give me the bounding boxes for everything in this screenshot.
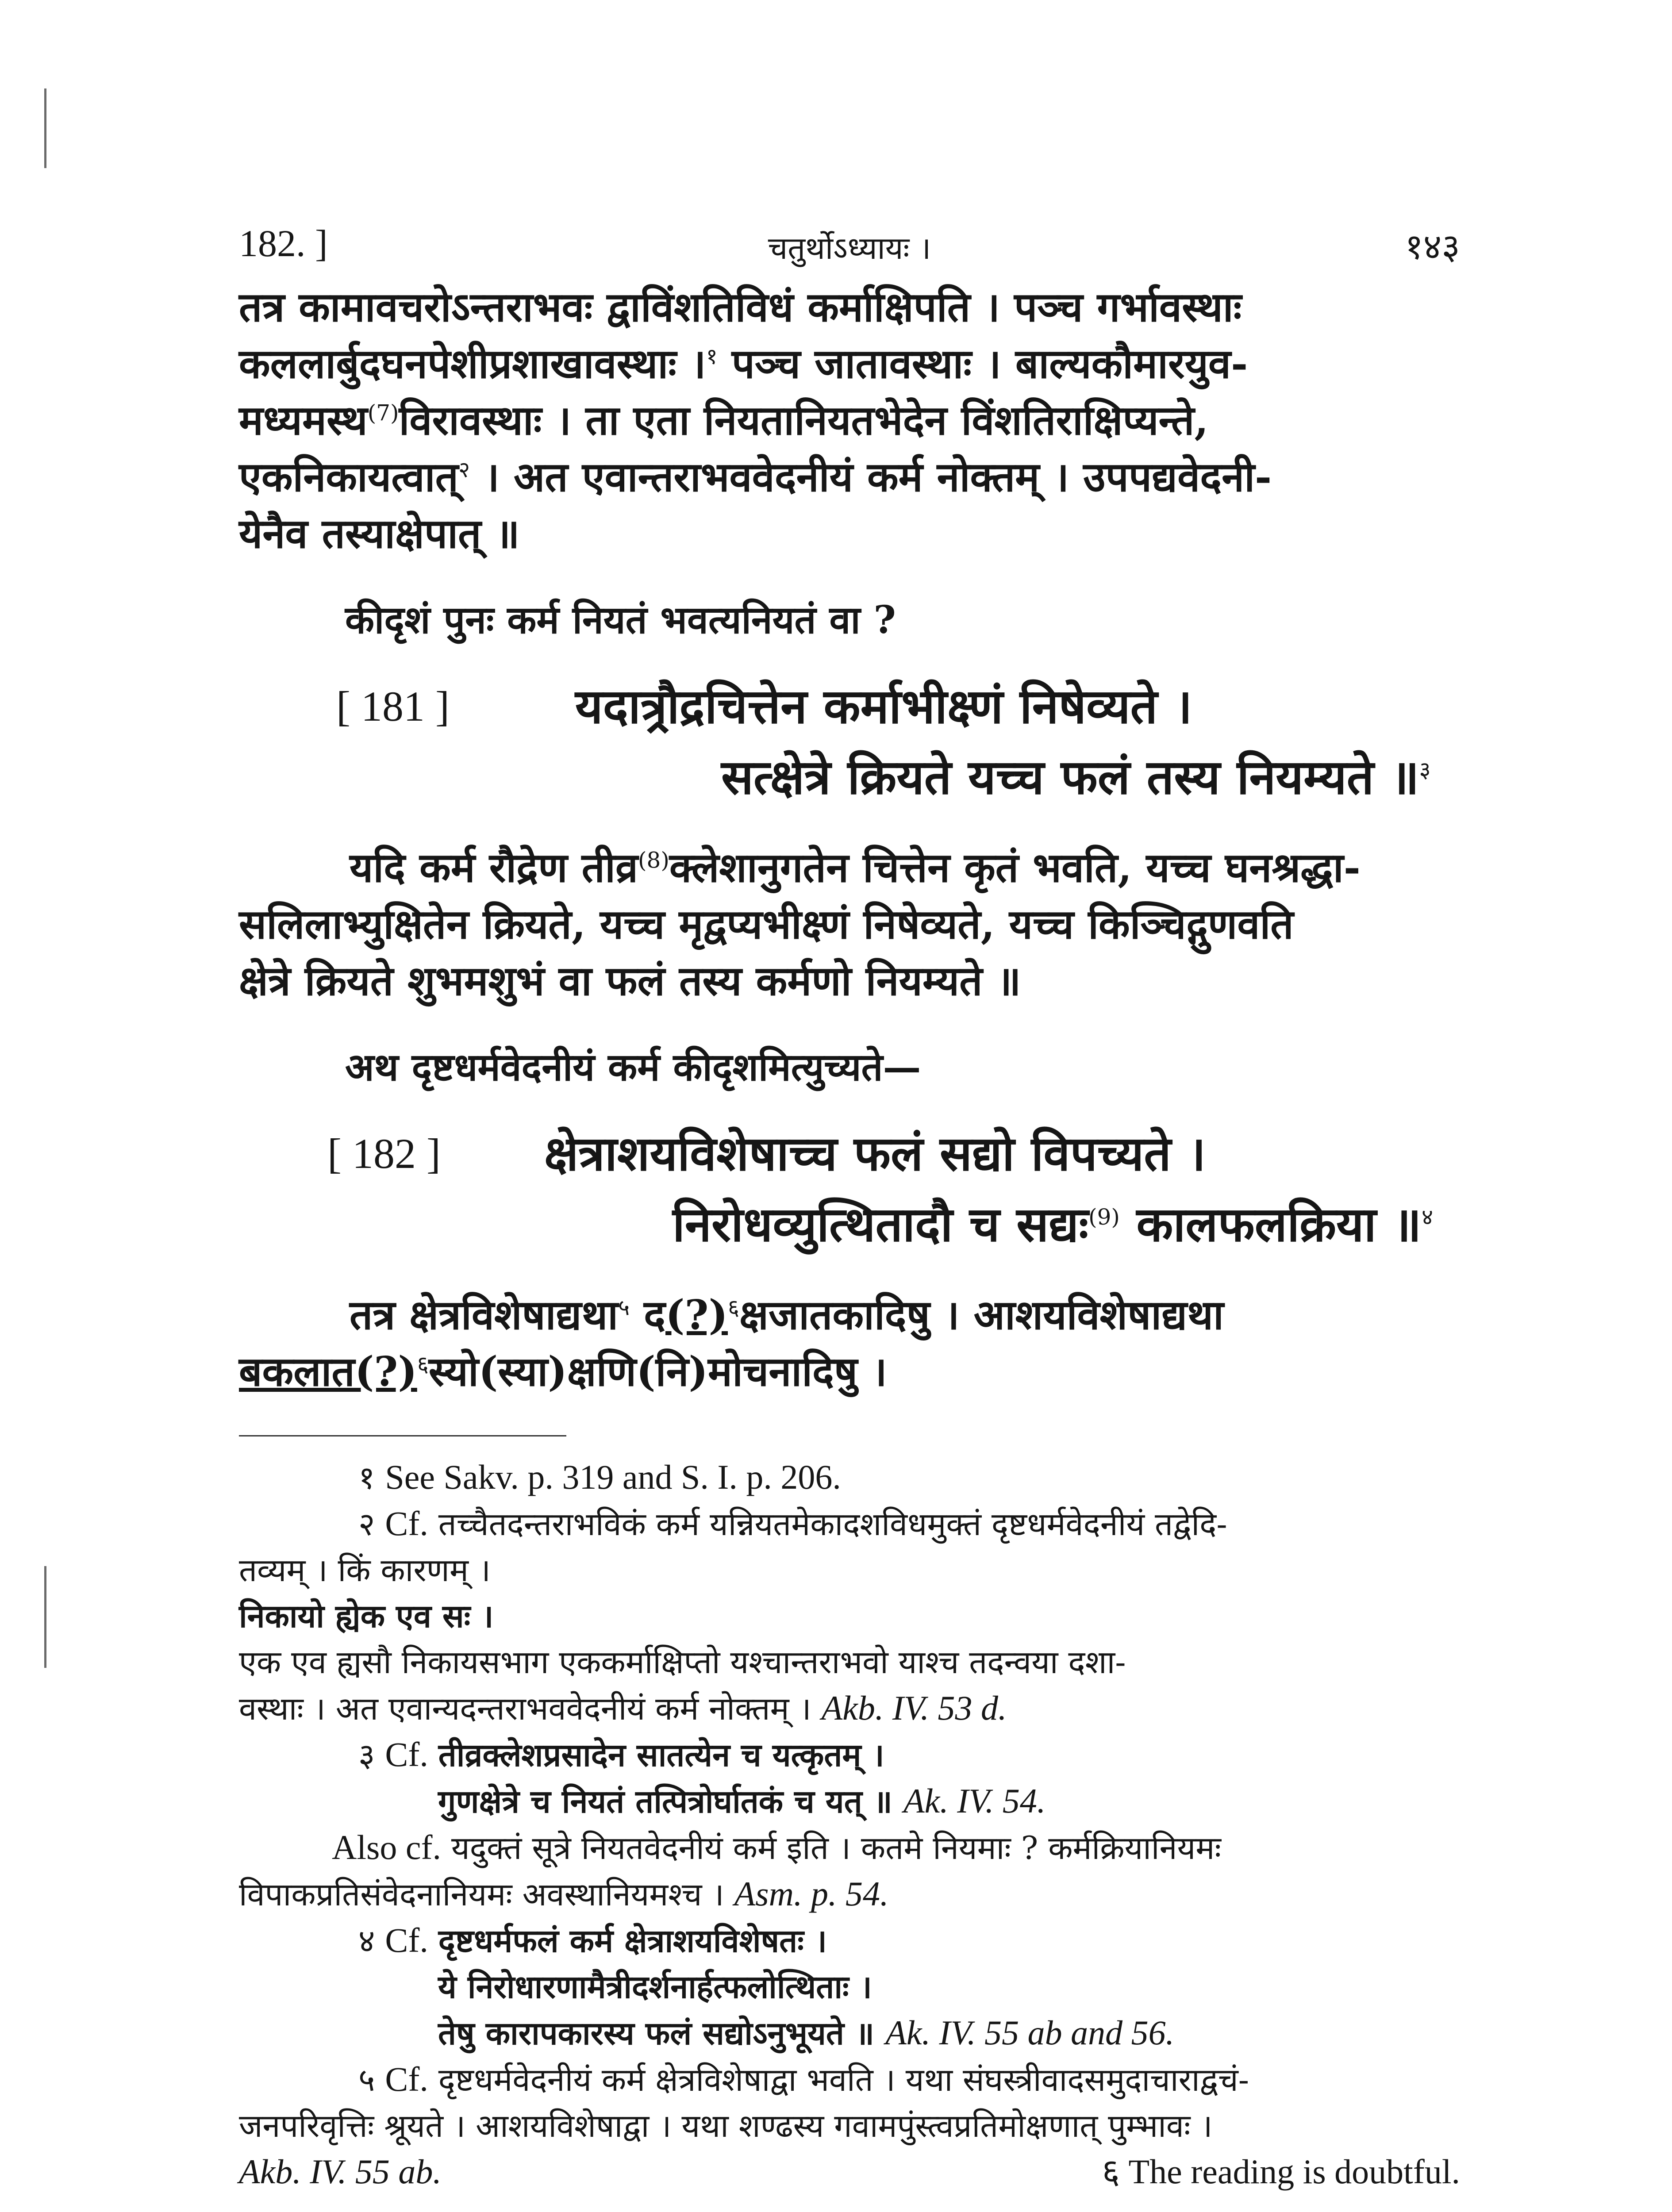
intro-paragraph bbox=[239, 279, 1460, 562]
commentary-line: यदि कर्म रौद्रेण तीव्र$^{(8)}$क्लेशानुगतेन चित्तेन कृतं भवति, यच्च घनश्रद्धा- bbox=[350, 844, 1361, 891]
question-1: कीदृशं पुनः कर्म नियतं भवत्यनियतं वा ? bbox=[345, 598, 896, 642]
footnote-2-line: निकायो ह्येक एव सः । bbox=[239, 1597, 494, 1635]
question-2: अथ दृष्टधर्मवेदनीयं कर्म कीदृशमित्युच्यते— bbox=[345, 1045, 921, 1090]
footnote-6: ६ The reading is doubtful. bbox=[1102, 2152, 1460, 2191]
intro-line: तत्र कामावचरोऽन्तराभवः द्वाविंशतिविधं कर्माक्षिपति । पञ्च गर्भावस्थाः bbox=[239, 283, 1242, 331]
verse-181 bbox=[239, 671, 1460, 813]
footnote-4: ४ Cf. दृष्टधर्मफलं कर्म क्षेत्राशयविशेषतः । bbox=[358, 1921, 827, 1959]
verse-line: क्षेत्राशयविशेषाच्च फलं सद्यो विपच्यते । bbox=[544, 1126, 1206, 1182]
footnote-5-line: जनपरिवृत्तिः श्रूयते । आशयविशेषाद्वा । यथा शण्ढस्य गवामपुंस्त्वप्रतिमोक्षणात् पुम्भावः । bbox=[239, 2107, 1213, 2144]
header-section-number: 182. ] bbox=[239, 222, 328, 265]
footnote-ref: ४ bbox=[1421, 1204, 1433, 1230]
footnote-4-line: ये निरोधारणामैत्रीदर्शनार्हत्फलोत्थिताः । bbox=[438, 1968, 872, 2005]
footnote-ref: ५ bbox=[618, 1294, 630, 1321]
footnote-ref: (7) bbox=[367, 400, 399, 426]
footnote-3-line: गुणक्षेत्रे च नियतं तत्पित्रोर्घातकं च यत् ॥ Ak. IV. 54. bbox=[438, 1782, 1046, 1820]
footnote-5-line: Akb. IV. 55 ab. ६ The reading is doubtful. bbox=[239, 2149, 1460, 2195]
footnote-ref: (8) bbox=[638, 847, 669, 873]
commentary-line: सलिलाभ्युक्षितेन क्रियते, यच्च मृद्वप्यभीक्ष्णं निषेव्यते, यच्च किञ्चिद्गुणवति bbox=[239, 900, 1294, 948]
footnote-1: १ See Sakv. p. 319 and S. I. p. 206. bbox=[358, 1458, 841, 1496]
verse-number: [ 182 ] bbox=[327, 1130, 441, 1177]
verse-line: निरोधव्युत्थितादौ च सद्यः$^{(9)}$ कालफलक्रिया ॥$^४$ bbox=[673, 1197, 1433, 1252]
page bbox=[239, 212, 1460, 2195]
intro-line: कललार्बुदघनपेशीप्रशाखावस्थाः ।$^१$ पञ्च जातावस्थाः । बाल्यकौमारयुव- bbox=[239, 340, 1248, 388]
commentary-181 bbox=[239, 839, 1460, 1009]
header-chapter-title: चतुर्थोऽध्यायः । bbox=[768, 230, 931, 266]
commentary-182 bbox=[239, 1286, 1460, 1400]
footnote-ref: (9) bbox=[1088, 1204, 1120, 1230]
verse-line: यदात्र्रौद्रचित्तेन कर्माभीक्ष्णं निषेव्यते । bbox=[575, 679, 1192, 734]
commentary-line: क्षेत्रे क्रियते शुभमशुभं वा फलं तस्य कर्मणो नियम्यते ॥ bbox=[239, 957, 1021, 1005]
footnote-2-line: वस्थाः । अत एवान्यदन्तराभववेदनीयं कर्म नोक्तम् । Akb. IV. 53 d. bbox=[239, 1689, 1007, 1727]
intro-line: मध्यमस्थ$^{(7)}$विरावस्थाः । ता एता नियतानियतभेदेन विंशतिराक्षिप्यन्ते, bbox=[239, 396, 1209, 444]
footnote-2-line: एक एव ह्यसौ निकायसभाग एककर्माक्षिप्तो यश्चान्तराभवो याश्च तदन्वया दशा- bbox=[239, 1644, 1126, 1681]
commentary-line: तत्र क्षेत्रविशेषाद्यथा$^५$ द(?)$^६$क्षजातकादिषु । आशयविशेषाद्यथा bbox=[350, 1291, 1224, 1339]
footnote-4-line: तेषु कारापकारस्य फलं सद्योऽनुभूयते ॥ Ak. IV. 55 ab and 56. bbox=[438, 2013, 1175, 2052]
intro-line: एकनिकायत्वात्$^२$ । अत एवान्तराभववेदनीयं कर्म नोक्तम् । उपपद्यवेदनी- bbox=[239, 453, 1272, 501]
footnote-3-line: विपाकप्रतिसंवेदनानियमः अवस्थानियमश्च । Asm. p. 54. bbox=[239, 1874, 889, 1913]
footnote-ref: १ bbox=[706, 343, 718, 369]
footnote-ref: ३ bbox=[1419, 757, 1431, 783]
commentary-line: बकलात(?)$^६$स्यो(स्या)क्षणि(नि)मोचनादिषु । bbox=[239, 1348, 887, 1395]
header-page-number: १४३ bbox=[1405, 226, 1460, 267]
verse-number: [ 181 ] bbox=[336, 683, 450, 730]
footnote-ref: ६ bbox=[417, 1351, 429, 1377]
footnote-divider bbox=[239, 1435, 566, 1436]
running-header bbox=[239, 212, 1460, 274]
intro-line: येनैव तस्याक्षेपात् ॥ bbox=[239, 510, 520, 557]
footnote-3-line: Also cf. यदुक्तं सूत्रे नियतवेदनीयं कर्म इति । कतमे नियमाः ? कर्मक्रियानियमः bbox=[332, 1828, 1221, 1866]
margin-mark-middle bbox=[44, 1566, 46, 1668]
footnote-2-line: तव्यम् । किं कारणम् । bbox=[239, 1551, 491, 1589]
footnotes bbox=[239, 1454, 1460, 2195]
margin-mark-top bbox=[44, 88, 46, 168]
verse-line: सत्क्षेत्रे क्रियते यच्च फलं तस्य नियम्यते ॥$^३$ bbox=[721, 749, 1431, 805]
footnote-ref: २ bbox=[458, 457, 470, 483]
footnote-ref: ६ bbox=[727, 1294, 739, 1321]
footnote-5: ५ Cf. दृष्टधर्मवेदनीयं कर्म क्षेत्रविशेषाद्वा भवति । यथा संघस्त्रीवादसमुदाचाराद्वचं- bbox=[358, 2060, 1249, 2098]
footnote-2: २ Cf. तच्चैतदन्तराभविकं कर्म यन्नियतमेकादशविधमुक्तं दृष्टधर्मवेदनीयं तद्वेदि- bbox=[358, 1504, 1227, 1543]
verse-182 bbox=[239, 1118, 1460, 1260]
footnote-3: ३ Cf. तीव्रक्लेशप्रसादेन सातत्येन च यत्कृतम् । bbox=[358, 1735, 884, 1774]
